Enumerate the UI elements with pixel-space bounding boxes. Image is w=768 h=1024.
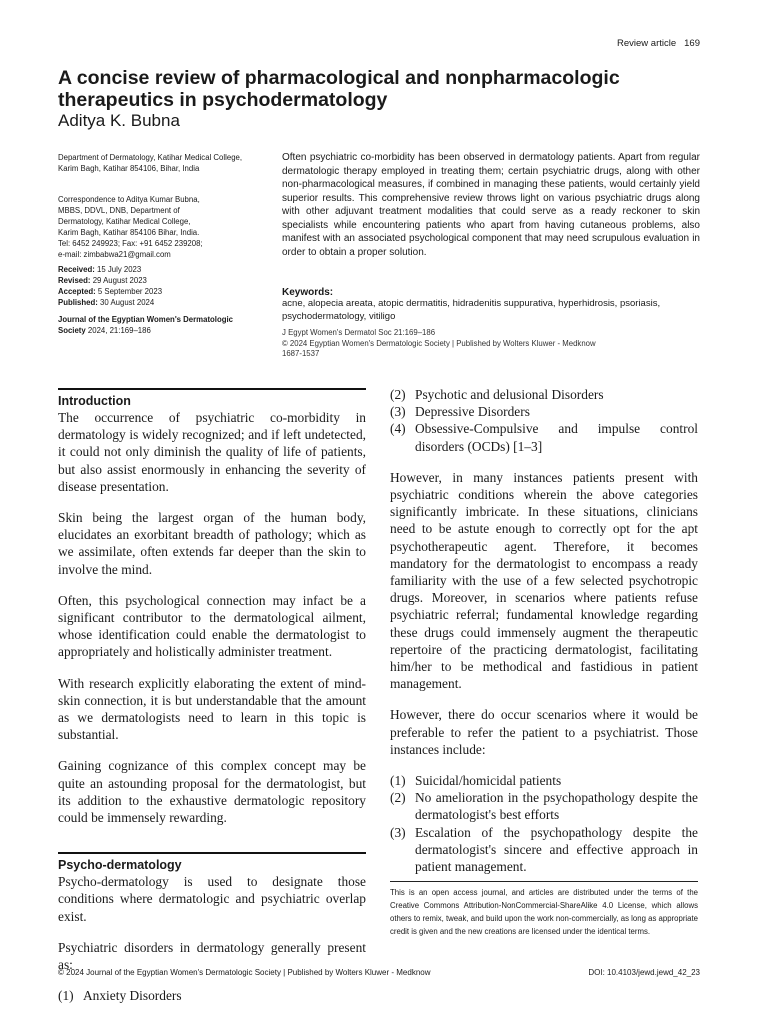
correspondence [58, 194, 253, 260]
correspondence-line: Karim Bagh, Katihar 854106 Bihar, India. [58, 228, 200, 237]
disorder-list [58, 987, 366, 1004]
correspondence-line: Dermatology, Katihar Medical College, [58, 217, 191, 226]
list-item: (4) Obsessive-Compulsive and impulse control disorders (OCDs) [1–3] [390, 421, 698, 454]
list-item: (1) Anxiety Disorders [58, 988, 182, 1004]
date-published: Published: 30 August 2024 [58, 298, 155, 307]
section-divider [58, 852, 366, 854]
list-item: (1) Suicidal/homicidal patients [390, 773, 562, 789]
citation-block [282, 328, 702, 360]
right-column [390, 388, 698, 889]
issn-line: 1687-1537 [282, 349, 320, 358]
copyright-line: © 2024 Egyptian Women's Dermatologic Society | Published by Wolters Kluwer - Medknow [282, 338, 596, 348]
abstract: Often psychiatric co-morbidity has been observed in dermatology patients. Apart from regular dermatologic therapy employed in treating them; certain psychiatric drugs, along with other non-pharmacological measures, if combined in managing these patients, would certainly yield superior results. This comprehensive review throws light on various psychiatric drugs along with other adjuvant treatment modalities that could serve as a ready reckoner to skin specialists while encountering patients who apart from having cutaneous problems, also manifest with an associated psychological component that may need scrupulous evaluation in order to obtain a proper solution. [282, 152, 700, 258]
correspondence-line: MBBS, DDVL, DNB, Department of [58, 206, 180, 215]
list-item: (2) No amelioration in the psychopathology despite the dermatologist's best efforts [390, 790, 698, 823]
psychoderm-paragraph: Psycho-dermatology is used to designate those conditions where dermatologic and psychiatric overlap exist. [58, 874, 366, 924]
journal-cite: 2024, 21:169–186 [87, 326, 151, 335]
running-head [560, 38, 700, 49]
journal-name: Journal of the Egyptian Women's Dermatologic Society [58, 315, 233, 335]
open-access-note: This is an open access journal, and articles are distributed under the terms of the Creative Commons Attribution-NonCommercial-ShareAlike 4.0 License, which allows others to remix, tweak, and build upon the work non-commercially, as long as appropriate credit is given and the new creations are licensed under the identical terms. [390, 881, 698, 938]
article-title: A concise review of pharmacological and nonpharmacologic therapeutics in psychodermatology [58, 67, 620, 111]
affiliation: Department of Dermatology, Katihar Medical College, Karim Bagh, Katihar 854106, Bihar, India [58, 153, 243, 173]
disorder-list-continued [390, 386, 698, 455]
list-item: (3) Escalation of the psychopathology despite the dermatologist's sincere and effective approach in patient management. [390, 824, 698, 875]
body-paragraph: However, there do occur scenarios where it would be preferable to refer the patient to a psychiatrist. Those instances include: [390, 707, 698, 757]
section-heading-psychodermatology: Psycho-dermatology [58, 858, 182, 873]
page-number: 169 [684, 38, 700, 49]
correspondence-email: e-mail: zimbabwa21@gmail.com [58, 250, 171, 259]
list-item: (2) Psychotic and delusional Disorders [390, 387, 604, 402]
left-column [58, 388, 366, 1018]
intro-paragraph: Skin being the largest organ of the human body, elucidates an exorbitant breadth of pathology; which as we assimilate, often extends far deeper than the skin to involve the mind. [58, 510, 366, 577]
date-revised: Revised: 29 August 2023 [58, 276, 147, 285]
section-heading-introduction: Introduction [58, 394, 131, 408]
body-paragraph: However, in many instances patients present with psychiatric conditions wherein the above categories significantly imbricate. In these situations, clinicians need to be astute enough to correctly opt for the apt psychotherapeutic agent. Therefore, it becomes mandatory for the dermatologist to encompass a ready familiarity with the use of a few selected psychotropic drugs. Moreover, in scenarios where patients refuse psychiatric referral; fundamental knowledge regarding these drugs could immensely augment the therapeutic repertoire of the practicing dermatologist, facilitating him/her to be methodical and fastidious in patient management. [390, 469, 698, 692]
correspondence-line: Tel: 6452 249923; Fax: +91 6452 239208; [58, 239, 203, 248]
citation-line: J Egypt Women's Dermatol Soc 21:169–186 [282, 328, 436, 337]
keywords-text: acne, alopecia areata, atopic dermatitis, hidradenitis suppurativa, hyperhidrosis, psoriasis, psychodermatology, vitiligo [282, 298, 661, 322]
journal-reference [58, 314, 253, 336]
date-received: Received: 15 July 2023 [58, 265, 142, 274]
intro-paragraph: The occurrence of psychiatric co-morbidity in dermatology is widely recognized; and if left undetected, it could not only diminish the quality of life of patients, but also assist enormously in enhancing the severity of disease presentation. [58, 410, 366, 494]
intro-paragraph: Gaining cognizance of this complex concept may be quite an astounding proposal for the dermatologist, but its addition to the exhaustive dermatologic repository could be immensely rewarding. [58, 758, 366, 826]
article-type-label: Review article [617, 38, 677, 49]
keywords-heading: Keywords: [282, 287, 334, 298]
article-dates [58, 264, 253, 308]
author-name: Aditya K. Bubna [58, 111, 180, 130]
section-divider [58, 388, 366, 390]
psychoderm-paragraph: Psychiatric disorders in dermatology generally present as: [58, 939, 366, 973]
referral-list [390, 772, 698, 875]
footer-copyright: © 2024 Journal of the Egyptian Women's Dermatologic Society | Published by Wolters Kluwer - Medknow [58, 968, 431, 977]
intro-paragraph: With research explicitly elaborating the extent of mind-skin connection, it is but understandable that the amount as we dermatologists need to learn in this topic is substantial. [58, 675, 366, 743]
footer-doi: DOI: 10.4103/jewd.jewd_42_23 [588, 968, 700, 977]
intro-paragraph: Often, this psychological connection may infact be a significant contributor to the dermatological ailment, whose identification could enable the dermatologist to appropriately and holistically administer treatment. [58, 592, 366, 660]
list-item: (3) Depressive Disorders [390, 404, 530, 420]
correspondence-line: Correspondence to Aditya Kumar Bubna, [58, 195, 200, 204]
date-accepted: Accepted: 5 September 2023 [58, 287, 163, 296]
